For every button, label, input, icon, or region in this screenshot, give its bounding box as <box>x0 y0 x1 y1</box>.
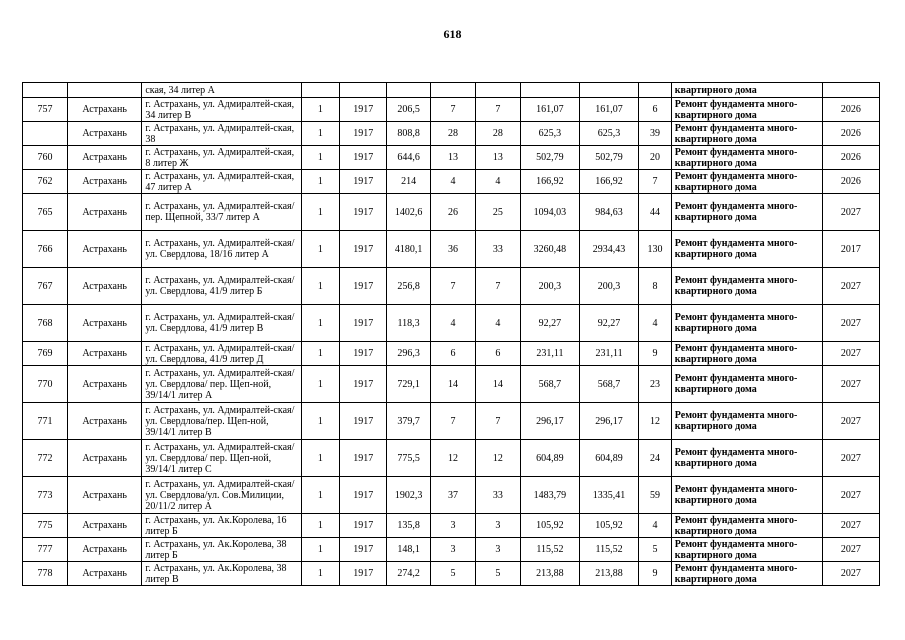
table-row <box>23 562 880 586</box>
cell-work: Ремонт фундамента много-квартирного дома <box>671 194 822 231</box>
cell-c10: 213,88 <box>579 562 638 586</box>
cell-c8: 7 <box>475 98 520 122</box>
cell-work: Ремонт фундамента много-квартирного дома <box>671 366 822 403</box>
table-body <box>23 83 880 586</box>
cell-c10: 984,63 <box>579 194 638 231</box>
cell-c4: 1 <box>301 538 340 562</box>
cell-c8: 25 <box>475 194 520 231</box>
cell-c5: 1917 <box>340 305 387 342</box>
cell-city: Астрахань <box>67 268 141 305</box>
cell-c6: 214 <box>387 170 431 194</box>
cell-c9: 1483,79 <box>520 477 579 514</box>
cell-c7 <box>431 83 476 98</box>
cell-work: квартирного дома <box>671 83 822 98</box>
cell-c6: 808,8 <box>387 122 431 146</box>
cell-no: 757 <box>23 98 68 122</box>
cell-c11: 24 <box>639 440 672 477</box>
cell-no: 769 <box>23 342 68 366</box>
cell-c8: 4 <box>475 305 520 342</box>
cell-work: Ремонт фундамента много-квартирного дома <box>671 440 822 477</box>
cell-c6: 118,3 <box>387 305 431 342</box>
cell-work: Ремонт фундамента много-квартирного дома <box>671 146 822 170</box>
cell-c5: 1917 <box>340 231 387 268</box>
cell-c8: 33 <box>475 231 520 268</box>
cell-c11: 12 <box>639 403 672 440</box>
cell-c6: 1902,3 <box>387 477 431 514</box>
cell-address: ская, 34 литер А <box>142 83 301 98</box>
cell-address: г. Астрахань, ул. Адмиралтей-ская, 34 литер В <box>142 98 301 122</box>
table-row <box>23 83 880 98</box>
cell-year: 2027 <box>822 305 879 342</box>
cell-c8: 33 <box>475 477 520 514</box>
cell-year: 2026 <box>822 122 879 146</box>
cell-c10: 502,79 <box>579 146 638 170</box>
cell-c7: 4 <box>431 170 476 194</box>
cell-city: Астрахань <box>67 514 141 538</box>
cell-c9: 213,88 <box>520 562 579 586</box>
table-row <box>23 514 880 538</box>
cell-city: Астрахань <box>67 231 141 268</box>
cell-c7: 7 <box>431 268 476 305</box>
table-row <box>23 403 880 440</box>
cell-c9: 105,92 <box>520 514 579 538</box>
cell-city: Астрахань <box>67 477 141 514</box>
cell-c9: 1094,03 <box>520 194 579 231</box>
cell-no: 770 <box>23 366 68 403</box>
cell-c5: 1917 <box>340 562 387 586</box>
cell-address: г. Астрахань, ул. Адмиралтей-ская/ ул. Свердлова, 41/9 литер Б <box>142 268 301 305</box>
cell-year: 2027 <box>822 477 879 514</box>
cell-c6: 1402,6 <box>387 194 431 231</box>
cell-work: Ремонт фундамента много-квартирного дома <box>671 538 822 562</box>
cell-c9: 296,17 <box>520 403 579 440</box>
cell-c8: 4 <box>475 170 520 194</box>
cell-c4: 1 <box>301 342 340 366</box>
cell-c6: 148,1 <box>387 538 431 562</box>
cell-c11: 9 <box>639 562 672 586</box>
cell-work: Ремонт фундамента много-квартирного дома <box>671 403 822 440</box>
cell-city: Астрахань <box>67 98 141 122</box>
cell-c5: 1917 <box>340 538 387 562</box>
cell-city: Астрахань <box>67 562 141 586</box>
cell-city: Астрахань <box>67 122 141 146</box>
cell-c6: 296,3 <box>387 342 431 366</box>
cell-c8: 6 <box>475 342 520 366</box>
cell-c8: 28 <box>475 122 520 146</box>
cell-c4: 1 <box>301 514 340 538</box>
cell-no: 762 <box>23 170 68 194</box>
cell-address: г. Астрахань, ул. Адмиралтей-ская/ул. Свердлова, 41/9 литер Д <box>142 342 301 366</box>
table-row <box>23 122 880 146</box>
cell-c6: 379,7 <box>387 403 431 440</box>
cell-no: 766 <box>23 231 68 268</box>
cell-c5: 1917 <box>340 194 387 231</box>
cell-city: Астрахань <box>67 403 141 440</box>
cell-year: 2027 <box>822 366 879 403</box>
cell-c9: 502,79 <box>520 146 579 170</box>
cell-c5 <box>340 83 387 98</box>
cell-work: Ремонт фундамента много-квартирного дома <box>671 562 822 586</box>
cell-work: Ремонт фундамента много-квартирного дома <box>671 231 822 268</box>
cell-work: Ремонт фундамента много-квартирного дома <box>671 122 822 146</box>
cell-year: 2017 <box>822 231 879 268</box>
cell-c4: 1 <box>301 477 340 514</box>
table-row <box>23 231 880 268</box>
cell-c10: 115,52 <box>579 538 638 562</box>
table-row <box>23 538 880 562</box>
cell-city: Астрахань <box>67 194 141 231</box>
cell-c5: 1917 <box>340 477 387 514</box>
cell-c5: 1917 <box>340 440 387 477</box>
cell-c7: 37 <box>431 477 476 514</box>
cell-year: 2026 <box>822 170 879 194</box>
cell-work: Ремонт фундамента много-квартирного дома <box>671 305 822 342</box>
cell-c5: 1917 <box>340 122 387 146</box>
cell-address: г. Астрахань, ул. Адмиралтей-ская/ пер. Щепной, 33/7 литер А <box>142 194 301 231</box>
cell-c7: 26 <box>431 194 476 231</box>
cell-c7: 13 <box>431 146 476 170</box>
table-row <box>23 194 880 231</box>
cell-c10: 231,11 <box>579 342 638 366</box>
cell-c4: 1 <box>301 562 340 586</box>
cell-address: г. Астрахань, ул. Адмиралтей-ская/ул. Свердлова/ пер. Щеп-ной, 39/14/1 литер А <box>142 366 301 403</box>
cell-no: 777 <box>23 538 68 562</box>
cell-c8 <box>475 83 520 98</box>
table-row <box>23 146 880 170</box>
cell-c6: 135,8 <box>387 514 431 538</box>
table-row <box>23 98 880 122</box>
cell-no: 772 <box>23 440 68 477</box>
cell-c11: 20 <box>639 146 672 170</box>
cell-address: г. Астрахань, ул. Ак.Королева, 38 литер В <box>142 562 301 586</box>
cell-c4: 1 <box>301 366 340 403</box>
cell-c9 <box>520 83 579 98</box>
cell-c10: 161,07 <box>579 98 638 122</box>
cell-c9: 161,07 <box>520 98 579 122</box>
cell-c5: 1917 <box>340 514 387 538</box>
cell-address: г. Астрахань, ул. Адмиралтей-ская, 8 литер Ж <box>142 146 301 170</box>
cell-c9: 568,7 <box>520 366 579 403</box>
cell-c11: 7 <box>639 170 672 194</box>
page-number: 618 <box>443 27 462 41</box>
cell-no: 767 <box>23 268 68 305</box>
cell-c8: 7 <box>475 268 520 305</box>
table-row <box>23 305 880 342</box>
cell-c9: 625,3 <box>520 122 579 146</box>
cell-c4: 1 <box>301 170 340 194</box>
cell-c4: 1 <box>301 122 340 146</box>
cell-c4: 1 <box>301 98 340 122</box>
cell-c9: 604,89 <box>520 440 579 477</box>
cell-c6 <box>387 83 431 98</box>
table-row <box>23 440 880 477</box>
cell-c7: 3 <box>431 538 476 562</box>
cell-c7: 14 <box>431 366 476 403</box>
table-row <box>23 342 880 366</box>
cell-c11: 44 <box>639 194 672 231</box>
cell-no: 760 <box>23 146 68 170</box>
cell-c7: 36 <box>431 231 476 268</box>
cell-no: 775 <box>23 514 68 538</box>
cell-no: 771 <box>23 403 68 440</box>
cell-work: Ремонт фундамента много-квартирного дома <box>671 98 822 122</box>
cell-work: Ремонт фундамента много-квартирного дома <box>671 268 822 305</box>
cell-c7: 5 <box>431 562 476 586</box>
cell-address: г. Астрахань, ул. Адмиралтей-ская/ул. Свердлова/ пер. Щеп-ной, 39/14/1 литер С <box>142 440 301 477</box>
cell-c4 <box>301 83 340 98</box>
cell-address: г. Астрахань, ул. Адмиралтей-ская/ул. Свердлова, 18/16 литер А <box>142 231 301 268</box>
cell-work: Ремонт фундамента много-квартирного дома <box>671 342 822 366</box>
cell-year: 2026 <box>822 146 879 170</box>
cell-city: Астрахань <box>67 170 141 194</box>
cell-address: г. Астрахань, ул. Адмиралтей-ская/ул. Свердлова/пер. Щеп-ной, 39/14/1 литер В <box>142 403 301 440</box>
cell-c11: 130 <box>639 231 672 268</box>
cell-c8: 7 <box>475 403 520 440</box>
cell-c11: 9 <box>639 342 672 366</box>
cell-c11: 8 <box>639 268 672 305</box>
cell-year: 2027 <box>822 342 879 366</box>
cell-c9: 166,92 <box>520 170 579 194</box>
cell-c11: 59 <box>639 477 672 514</box>
cell-c7: 6 <box>431 342 476 366</box>
cell-c6: 775,5 <box>387 440 431 477</box>
cell-c7: 3 <box>431 514 476 538</box>
cell-no: 765 <box>23 194 68 231</box>
cell-no <box>23 122 68 146</box>
cell-c10: 1335,41 <box>579 477 638 514</box>
cell-c11: 23 <box>639 366 672 403</box>
cell-year: 2027 <box>822 538 879 562</box>
cell-c9: 231,11 <box>520 342 579 366</box>
cell-c5: 1917 <box>340 146 387 170</box>
cell-city: Астрахань <box>67 366 141 403</box>
cell-address: г. Астрахань, ул. Ак.Королева, 16 литер Б <box>142 514 301 538</box>
cell-address: г. Астрахань, ул. Ак.Королева, 38 литер Б <box>142 538 301 562</box>
cell-year: 2027 <box>822 514 879 538</box>
cell-city: Астрахань <box>67 538 141 562</box>
cell-c10: 296,17 <box>579 403 638 440</box>
cell-c11 <box>639 83 672 98</box>
cell-c5: 1917 <box>340 268 387 305</box>
cell-c5: 1917 <box>340 342 387 366</box>
cell-year: 2027 <box>822 268 879 305</box>
cell-c8: 12 <box>475 440 520 477</box>
cell-c11: 4 <box>639 305 672 342</box>
cell-c4: 1 <box>301 268 340 305</box>
cell-c9: 92,27 <box>520 305 579 342</box>
cell-c7: 4 <box>431 305 476 342</box>
cell-c10: 604,89 <box>579 440 638 477</box>
cell-c10: 105,92 <box>579 514 638 538</box>
table-row <box>23 170 880 194</box>
cell-year <box>822 83 879 98</box>
cell-c7: 7 <box>431 98 476 122</box>
cell-year: 2027 <box>822 194 879 231</box>
cell-no: 768 <box>23 305 68 342</box>
cell-c10: 166,92 <box>579 170 638 194</box>
cell-city <box>67 83 141 98</box>
cell-no: 778 <box>23 562 68 586</box>
cell-no: 773 <box>23 477 68 514</box>
cell-c7: 7 <box>431 403 476 440</box>
cell-c10: 568,7 <box>579 366 638 403</box>
cell-c11: 39 <box>639 122 672 146</box>
cell-c6: 4180,1 <box>387 231 431 268</box>
housing-register-table <box>22 82 880 586</box>
table-row <box>23 477 880 514</box>
cell-c7: 28 <box>431 122 476 146</box>
cell-year: 2027 <box>822 440 879 477</box>
cell-c4: 1 <box>301 146 340 170</box>
cell-city: Астрахань <box>67 146 141 170</box>
cell-city: Астрахань <box>67 440 141 477</box>
cell-address: г. Астрахань, ул. Адмиралтей-ская, 38 <box>142 122 301 146</box>
cell-c8: 3 <box>475 514 520 538</box>
cell-c11: 6 <box>639 98 672 122</box>
table-row <box>23 366 880 403</box>
cell-c4: 1 <box>301 231 340 268</box>
cell-city: Астрахань <box>67 342 141 366</box>
cell-c4: 1 <box>301 305 340 342</box>
cell-c5: 1917 <box>340 98 387 122</box>
cell-c9: 3260,48 <box>520 231 579 268</box>
cell-year: 2026 <box>822 98 879 122</box>
cell-c7: 12 <box>431 440 476 477</box>
cell-c6: 206,5 <box>387 98 431 122</box>
cell-c5: 1917 <box>340 403 387 440</box>
cell-c6: 274,2 <box>387 562 431 586</box>
cell-c8: 13 <box>475 146 520 170</box>
cell-c4: 1 <box>301 403 340 440</box>
cell-year: 2027 <box>822 562 879 586</box>
cell-c9: 115,52 <box>520 538 579 562</box>
cell-c10 <box>579 83 638 98</box>
cell-c10: 2934,43 <box>579 231 638 268</box>
cell-work: Ремонт фундамента много-квартирного дома <box>671 514 822 538</box>
cell-c5: 1917 <box>340 170 387 194</box>
cell-c4: 1 <box>301 440 340 477</box>
cell-c11: 5 <box>639 538 672 562</box>
cell-address: г. Астрахань, ул. Адмиралтей-ская/ул. Свердлова/ул. Сов.Милиции, 20/11/2 литер А <box>142 477 301 514</box>
cell-c9: 200,3 <box>520 268 579 305</box>
cell-c11: 4 <box>639 514 672 538</box>
cell-no <box>23 83 68 98</box>
table-row <box>23 268 880 305</box>
cell-c6: 256,8 <box>387 268 431 305</box>
cell-c10: 625,3 <box>579 122 638 146</box>
cell-city: Астрахань <box>67 305 141 342</box>
cell-c4: 1 <box>301 194 340 231</box>
cell-c10: 92,27 <box>579 305 638 342</box>
cell-work: Ремонт фундамента много-квартирного дома <box>671 477 822 514</box>
cell-c8: 5 <box>475 562 520 586</box>
cell-work: Ремонт фундамента много-квартирного дома <box>671 170 822 194</box>
cell-c8: 14 <box>475 366 520 403</box>
cell-c5: 1917 <box>340 366 387 403</box>
cell-c8: 3 <box>475 538 520 562</box>
cell-c6: 644,6 <box>387 146 431 170</box>
cell-address: г. Астрахань, ул. Адмиралтей-ская, 47 литер А <box>142 170 301 194</box>
cell-address: г. Астрахань, ул. Адмиралтей-ская/ ул. Свердлова, 41/9 литер В <box>142 305 301 342</box>
cell-c10: 200,3 <box>579 268 638 305</box>
cell-year: 2027 <box>822 403 879 440</box>
cell-c6: 729,1 <box>387 366 431 403</box>
